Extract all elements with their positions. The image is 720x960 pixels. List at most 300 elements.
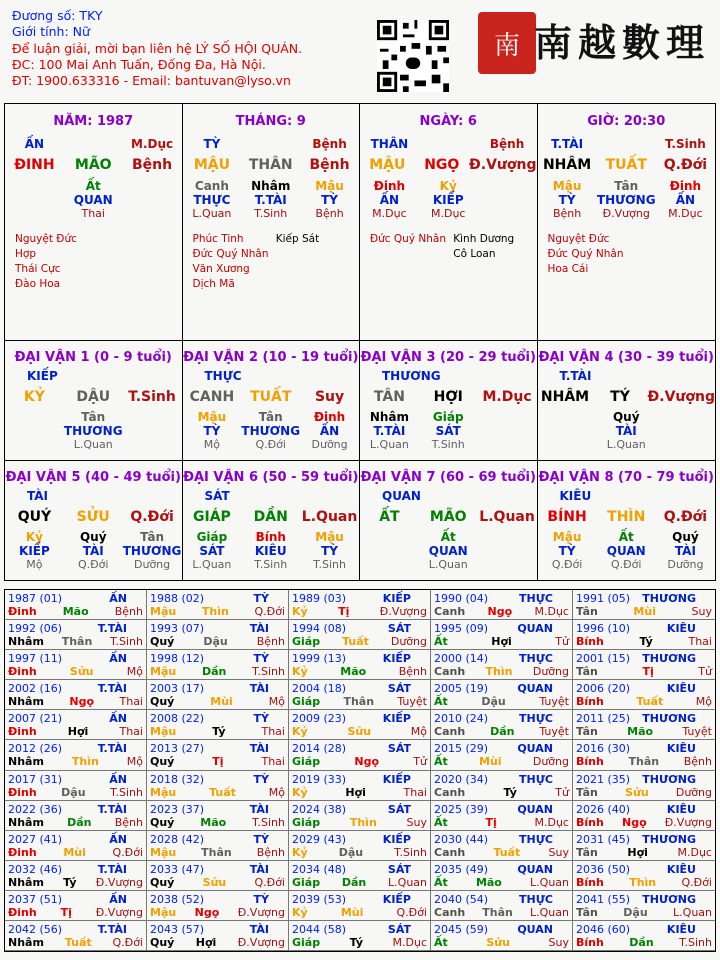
- year-cell[interactable]: [289, 620, 431, 650]
- year-stem: Đinh: [8, 785, 37, 799]
- year-cell[interactable]: [573, 801, 715, 831]
- year-branch: Sửu: [202, 875, 227, 889]
- year-stem: Đinh: [8, 845, 37, 859]
- dai-van-star: QUAN: [382, 488, 421, 503]
- year-cell[interactable]: [431, 891, 573, 921]
- year-life-stage: Bệnh: [683, 755, 712, 769]
- year-label: 2040 (54): [434, 892, 489, 906]
- dai-van-stem-branch-cell: NHÂM: [540, 389, 590, 405]
- year-label: 2008 (22): [150, 712, 205, 726]
- year-cell-pillar: [8, 876, 143, 889]
- year-branch: Mão: [200, 815, 227, 829]
- dai-van-life-stage-cell: Q.Đới: [78, 557, 109, 571]
- dai-van-stem-branch-cell: T.Sinh: [128, 389, 176, 405]
- note-star: Nguyệt Đức: [547, 233, 610, 245]
- pillar-ten-god: [5, 193, 182, 207]
- year-cell-header: [576, 592, 712, 605]
- year-cell[interactable]: [5, 831, 147, 861]
- year-cell[interactable]: [431, 831, 573, 861]
- year-cell[interactable]: [5, 650, 147, 680]
- dai-van-cell[interactable]: [360, 461, 538, 581]
- pillar-stem-branch: [183, 157, 360, 173]
- year-life-stage: T.Sinh: [110, 785, 143, 799]
- year-star: SÁT: [387, 862, 411, 876]
- year-cell[interactable]: [5, 710, 147, 740]
- dai-van-hidden-stem: [538, 530, 716, 544]
- year-life-stage: Suy: [691, 605, 712, 618]
- year-life-stage: M.Dục: [677, 845, 712, 859]
- year-star: KIÊU: [666, 622, 696, 636]
- year-stem: Quý: [150, 635, 175, 649]
- year-stem: Tân: [576, 725, 598, 739]
- year-cell[interactable]: [289, 680, 431, 710]
- year-life-stage: M.Dục: [534, 815, 569, 829]
- year-cell-header: [150, 622, 285, 635]
- year-branch: Thân: [343, 695, 375, 709]
- year-cell[interactable]: [289, 590, 431, 620]
- year-cell[interactable]: [573, 891, 715, 921]
- dai-van-cell[interactable]: [183, 461, 361, 581]
- year-cell[interactable]: [431, 680, 573, 710]
- year-label: 2015 (29): [434, 742, 489, 756]
- dai-van-ten-god: [183, 424, 360, 438]
- year-cell-header: [434, 863, 569, 876]
- pillar-title: NĂM: 1987: [53, 114, 134, 129]
- year-cell-header: [8, 682, 143, 695]
- year-stem: Kỷ: [292, 725, 308, 739]
- year-life-stage: Đ.Vượng: [664, 815, 712, 829]
- year-cell-pillar: [576, 665, 712, 678]
- year-star: T.TÀI: [97, 742, 127, 756]
- dai-van-ten-god-cell: THƯƠNG: [122, 543, 182, 558]
- dai-van-cell[interactable]: [538, 461, 716, 581]
- year-life-stage: Q.Đới: [396, 905, 427, 919]
- year-cell[interactable]: [431, 740, 573, 770]
- year-cell[interactable]: [289, 710, 431, 740]
- year-stem: Quý: [150, 755, 175, 769]
- year-cell[interactable]: [573, 861, 715, 891]
- dai-van-hidden-stem-cell: Kỷ: [25, 529, 43, 544]
- year-cell[interactable]: [147, 831, 289, 861]
- year-star: SÁT: [387, 742, 411, 756]
- year-branch: Thìn: [201, 605, 229, 618]
- note-star: [631, 262, 715, 277]
- year-label: 1992 (06): [8, 622, 63, 636]
- pillar-hidden-stem: [183, 179, 360, 193]
- pillar-column[interactable]: [360, 104, 538, 340]
- year-label: 2021 (35): [576, 772, 631, 786]
- year-life-stage: Mộ: [268, 695, 285, 709]
- note-star: Kiếp Sát: [275, 233, 320, 245]
- year-cell[interactable]: [289, 891, 431, 921]
- year-stem: Mậu: [150, 725, 177, 739]
- year-label: 2012 (26): [8, 742, 63, 756]
- year-cell[interactable]: [431, 620, 573, 650]
- year-cell-pillar: [150, 755, 285, 768]
- dai-van-cell[interactable]: [5, 341, 183, 461]
- year-label: 2044 (58): [292, 922, 347, 936]
- year-life-stage: Bệnh: [114, 605, 143, 618]
- year-cell-header: [576, 742, 712, 755]
- year-star: TỲ: [253, 712, 269, 726]
- dai-van-ten-god-cell: TỲ: [558, 543, 576, 558]
- year-label: 2031 (45): [576, 832, 631, 846]
- year-label: 2009 (23): [292, 712, 347, 726]
- dai-van-hidden-stem-cell: Đinh: [313, 410, 346, 424]
- year-cell-pillar: [434, 906, 569, 919]
- year-branch: Dậu: [481, 695, 506, 709]
- year-cell[interactable]: [147, 680, 289, 710]
- year-star: KIÊU: [666, 862, 696, 876]
- year-cell-header: [576, 622, 712, 635]
- year-life-stage: Tử: [698, 665, 712, 679]
- year-cell-pillar: [292, 665, 427, 678]
- year-cell-header: [8, 712, 143, 725]
- dai-van-cell[interactable]: [183, 341, 361, 461]
- year-cell[interactable]: [573, 921, 715, 951]
- year-cell[interactable]: [289, 650, 431, 680]
- year-life-stage: L.Quan: [530, 905, 569, 919]
- year-cell[interactable]: [5, 861, 147, 891]
- year-label: 2027 (41): [8, 832, 63, 846]
- year-label: 1998 (12): [150, 652, 205, 666]
- year-cell-header: [8, 803, 143, 816]
- year-cell-header: [8, 592, 143, 605]
- dai-van-stem-branch-cell: DẦN: [253, 508, 288, 525]
- year-cell[interactable]: [147, 861, 289, 891]
- year-stem: Quý: [150, 695, 175, 709]
- dai-van-life-stage: [538, 558, 716, 571]
- pillar-column[interactable]: [183, 104, 361, 340]
- year-branch: Dần: [490, 725, 515, 739]
- year-cell[interactable]: [573, 590, 715, 620]
- year-life-stage: Thai: [688, 635, 712, 649]
- year-cell-header: [292, 652, 427, 665]
- pillar-life-stage: [183, 207, 360, 220]
- year-label: 2043 (57): [150, 922, 205, 936]
- year-branch: Sửu: [69, 665, 94, 679]
- pillar-title: THÁNG: 9: [235, 114, 306, 129]
- year-cell-header: [576, 863, 712, 876]
- year-cell[interactable]: [431, 650, 573, 680]
- year-star: THỰC: [519, 772, 553, 786]
- year-star: KIÊU: [666, 682, 696, 696]
- pillar-life-stage-cell: L.Quan: [192, 207, 232, 220]
- dai-van-stem-branch-cell: SỬU: [76, 508, 110, 525]
- year-cell[interactable]: [147, 921, 289, 951]
- pillar-notes: [360, 232, 537, 262]
- year-cell[interactable]: [147, 740, 289, 770]
- year-cell[interactable]: [431, 801, 573, 831]
- year-life-stage: Bệnh: [398, 665, 427, 679]
- year-stem: Giáp: [292, 695, 321, 709]
- dai-van-cell[interactable]: [5, 461, 183, 581]
- year-cell-header: [292, 833, 427, 846]
- dai-van-hidden-stem: [360, 530, 537, 544]
- year-cell[interactable]: [573, 710, 715, 740]
- year-stem: Bính: [576, 635, 604, 649]
- year-cell[interactable]: [5, 801, 147, 831]
- year-stem: Tân: [576, 785, 598, 799]
- year-branch: Ngọ: [354, 755, 380, 769]
- year-cell[interactable]: [289, 771, 431, 801]
- year-cell-header: [8, 863, 143, 876]
- year-cell-header: [434, 803, 569, 816]
- pillar-ten-god: [183, 193, 360, 207]
- year-star: QUAN: [517, 802, 553, 816]
- year-star: TÀI: [249, 682, 269, 696]
- year-label: 2011 (25): [576, 712, 631, 726]
- phone-email[interactable]: ĐT: 1900.633316 - Email: bantuvan@lyso.vn: [12, 73, 291, 89]
- year-cell[interactable]: [5, 921, 147, 951]
- pillar-stem-branch: [538, 157, 716, 173]
- pillar-life-stage-cell: M.Dục: [372, 207, 407, 220]
- year-cell[interactable]: [431, 921, 573, 951]
- year-stem: Canh: [434, 605, 466, 618]
- year-life-stage: L.Quan: [388, 875, 427, 889]
- year-cell[interactable]: [5, 680, 147, 710]
- year-cell-header: [292, 592, 427, 605]
- year-stem: Canh: [434, 665, 466, 679]
- pillar-life-stage-cell: M.Dục: [431, 207, 466, 220]
- dai-van-cell[interactable]: [538, 341, 716, 461]
- year-star: ẤN: [109, 652, 127, 666]
- year-cell[interactable]: [431, 771, 573, 801]
- year-stem: Tân: [576, 605, 598, 618]
- year-cell[interactable]: [147, 891, 289, 921]
- year-cell[interactable]: [147, 590, 289, 620]
- dai-van-title: ĐẠI VẬN 8 (70 - 79 tuổi): [538, 469, 714, 485]
- year-cell-header: [434, 622, 569, 635]
- year-star: KIÊU: [666, 922, 696, 936]
- year-cell[interactable]: [431, 710, 573, 740]
- pillar-hidden-stem-cell: Mậu: [315, 179, 344, 193]
- dai-van-cell[interactable]: [360, 341, 538, 461]
- dai-van-stem-branch: [5, 389, 182, 405]
- dai-van-life-stage: [538, 438, 716, 451]
- year-cell-pillar: [576, 816, 712, 829]
- year-label: 2028 (42): [150, 832, 205, 846]
- year-life-stage: Thai: [261, 725, 285, 739]
- year-cell-pillar: [8, 695, 143, 708]
- year-stem: Bính: [576, 815, 604, 829]
- year-label: 2005 (19): [434, 682, 489, 696]
- year-cell-pillar: [576, 755, 712, 768]
- year-cell-pillar: [292, 936, 427, 949]
- dai-van-star: THỰC: [204, 369, 242, 383]
- year-branch: Mùi: [479, 755, 502, 769]
- year-cell[interactable]: [147, 620, 289, 650]
- year-cell[interactable]: [573, 650, 715, 680]
- year-cell-header: [576, 773, 712, 786]
- year-cell-header: [292, 682, 427, 695]
- year-stem: Kỷ: [292, 785, 308, 799]
- year-cell[interactable]: [147, 710, 289, 740]
- dai-van-life-stage-cell: Dưỡng: [134, 557, 171, 571]
- year-branch: Mão: [340, 665, 367, 679]
- pillar-notes: [5, 232, 182, 292]
- dai-van-stem-branch: [183, 389, 360, 405]
- brand-logo: 南越數理: [534, 20, 711, 65]
- year-branch: Tuất: [64, 935, 92, 949]
- year-cell-pillar: [150, 665, 285, 678]
- pillar-column[interactable]: [5, 104, 183, 340]
- four-pillars-panel: [4, 103, 716, 341]
- year-life-stage: Dưỡng: [675, 785, 712, 799]
- year-star: QUAN: [517, 922, 553, 936]
- year-cell[interactable]: [573, 620, 715, 650]
- year-cell[interactable]: [289, 801, 431, 831]
- note-star: Hoa Cái: [547, 263, 589, 275]
- year-stem: Bính: [576, 935, 604, 949]
- year-label: 2034 (48): [292, 862, 347, 876]
- year-label: 2025 (39): [434, 802, 489, 816]
- note-star: [98, 232, 181, 262]
- dai-van-stem-branch-cell: KỶ: [23, 389, 45, 405]
- pillar-stem-branch-cell: MẬU: [193, 157, 230, 173]
- year-cell[interactable]: [5, 620, 147, 650]
- year-label: 2020 (34): [434, 772, 489, 786]
- year-cell[interactable]: [289, 831, 431, 861]
- year-life-stage: Tử: [555, 785, 569, 799]
- pillar-ten-god-cell: THƯƠNG: [596, 193, 656, 207]
- year-branch: Tý: [503, 785, 517, 799]
- year-life-stage: Đ.Vượng: [95, 905, 143, 919]
- year-cell[interactable]: [431, 590, 573, 620]
- dai-van-stem-branch-cell: CANH: [189, 389, 235, 405]
- dai-van-hidden-stem-cell: Quý: [612, 410, 640, 424]
- year-life-stage: Thai: [119, 695, 143, 709]
- year-cell-pillar: [8, 755, 143, 768]
- year-life-stage: Dưỡng: [390, 635, 427, 649]
- year-cell-pillar: [150, 846, 285, 859]
- year-stem: Canh: [434, 785, 466, 799]
- year-label: 1999 (13): [292, 652, 347, 666]
- qr-code-icon[interactable]: [377, 20, 449, 92]
- note-star: Kình Dương: [453, 233, 515, 245]
- year-cell-header: [150, 893, 285, 906]
- year-stem: Ất: [434, 875, 448, 889]
- pillar-life-stage: [538, 207, 716, 220]
- year-cell[interactable]: [573, 831, 715, 861]
- year-branch: Dậu: [61, 785, 86, 799]
- seal-stamp-icon: 南: [478, 12, 536, 74]
- year-stem: Tân: [576, 665, 598, 679]
- dai-van-stem-branch-cell: HỢI: [433, 389, 463, 405]
- year-label: 2042 (56): [8, 922, 63, 936]
- year-star: ẤN: [109, 592, 127, 605]
- year-life-stage: Mộ: [268, 785, 285, 799]
- pillar-top-star-cell: ẤN: [24, 137, 45, 151]
- year-stem: Quý: [150, 875, 175, 889]
- year-life-stage: Dưỡng: [532, 665, 569, 679]
- year-star: T.TÀI: [97, 682, 127, 696]
- dai-van-ten-god-cell: KIẾP: [19, 543, 50, 558]
- year-star: THƯƠNG: [642, 652, 696, 666]
- year-branch: Tị: [485, 815, 497, 829]
- note-star: Đào Hoa: [15, 278, 61, 290]
- year-cell[interactable]: [147, 771, 289, 801]
- year-cell-header: [576, 893, 712, 906]
- dai-van-hidden-stem: [183, 530, 360, 544]
- dai-van-hidden-stem-cell: Mậu: [552, 529, 582, 544]
- year-cell[interactable]: [147, 801, 289, 831]
- year-cell[interactable]: [289, 740, 431, 770]
- dai-van-life-stage: [360, 438, 537, 451]
- year-cell[interactable]: [5, 590, 147, 620]
- dai-van-life-stage-cell: T.Sinh: [254, 557, 288, 571]
- year-stem: Nhâm: [8, 635, 44, 649]
- year-cell-pillar: [434, 635, 569, 648]
- year-star: SÁT: [387, 622, 411, 636]
- year-star: SÁT: [387, 682, 411, 696]
- year-stem: Giáp: [292, 935, 321, 949]
- dai-van-title: ĐẠI VẬN 4 (30 - 39 tuổi): [538, 350, 714, 365]
- year-branch: Ngọ: [69, 695, 95, 709]
- year-life-stage: Đ.Vượng: [237, 905, 285, 919]
- year-star: TÀI: [249, 622, 269, 636]
- year-branch: Thìn: [629, 875, 657, 889]
- dai-van-stem-branch: [5, 509, 182, 525]
- pillar-column[interactable]: [538, 104, 716, 340]
- year-cell[interactable]: [5, 771, 147, 801]
- year-branch: Tý: [349, 935, 363, 949]
- year-star: THƯƠNG: [642, 712, 696, 726]
- year-cell[interactable]: [431, 861, 573, 891]
- dai-van-life-stage: [5, 558, 182, 571]
- pillar-life-stage-cell: Đ.Vượng: [602, 207, 650, 220]
- dai-van-stem-branch-cell: DẬU: [76, 389, 111, 405]
- dai-van-life-stage-cell: L.Quan: [192, 557, 232, 571]
- year-cell-pillar: [8, 665, 143, 678]
- year-cell-pillar: [292, 755, 427, 768]
- year-cell[interactable]: [289, 861, 431, 891]
- year-cell[interactable]: [147, 650, 289, 680]
- year-cell[interactable]: [5, 891, 147, 921]
- year-star: ẤN: [109, 832, 127, 846]
- year-cell[interactable]: [289, 921, 431, 951]
- year-branch: Tị: [60, 905, 72, 919]
- year-star: KIẾP: [382, 772, 411, 786]
- year-cell-pillar: [292, 635, 427, 648]
- year-stem: Kỷ: [292, 845, 308, 859]
- dai-van-star: T.TÀI: [559, 369, 592, 383]
- year-cell-header: [150, 773, 285, 786]
- dai-van-life-stage-cell: Mộ: [26, 557, 43, 571]
- year-stem: Mậu: [150, 665, 177, 679]
- year-cell[interactable]: [573, 680, 715, 710]
- year-branch: Hợi: [345, 785, 366, 799]
- year-cell[interactable]: [573, 740, 715, 770]
- pillar-top-star-cell: T.TÀI: [551, 137, 584, 151]
- year-cell-header: [434, 923, 569, 936]
- year-stem: Đinh: [8, 905, 37, 919]
- year-stem: Quý: [150, 935, 175, 949]
- year-life-stage: Q.Đới: [112, 845, 143, 859]
- year-branch: Mùi: [633, 605, 656, 618]
- year-cell-pillar: [292, 605, 427, 618]
- year-cell-pillar: [292, 725, 427, 738]
- year-star: THƯƠNG: [642, 892, 696, 906]
- note-star: [276, 277, 359, 292]
- year-stem: Giáp: [292, 755, 321, 769]
- year-cell[interactable]: [5, 740, 147, 770]
- pillar-stem-branch-cell: MÃO: [74, 157, 112, 173]
- pillar-hidden-stem: [360, 179, 537, 193]
- year-cell[interactable]: [573, 771, 715, 801]
- dai-van-ten-god-cell: TỲ: [321, 543, 338, 558]
- year-branch: Dần: [67, 815, 92, 829]
